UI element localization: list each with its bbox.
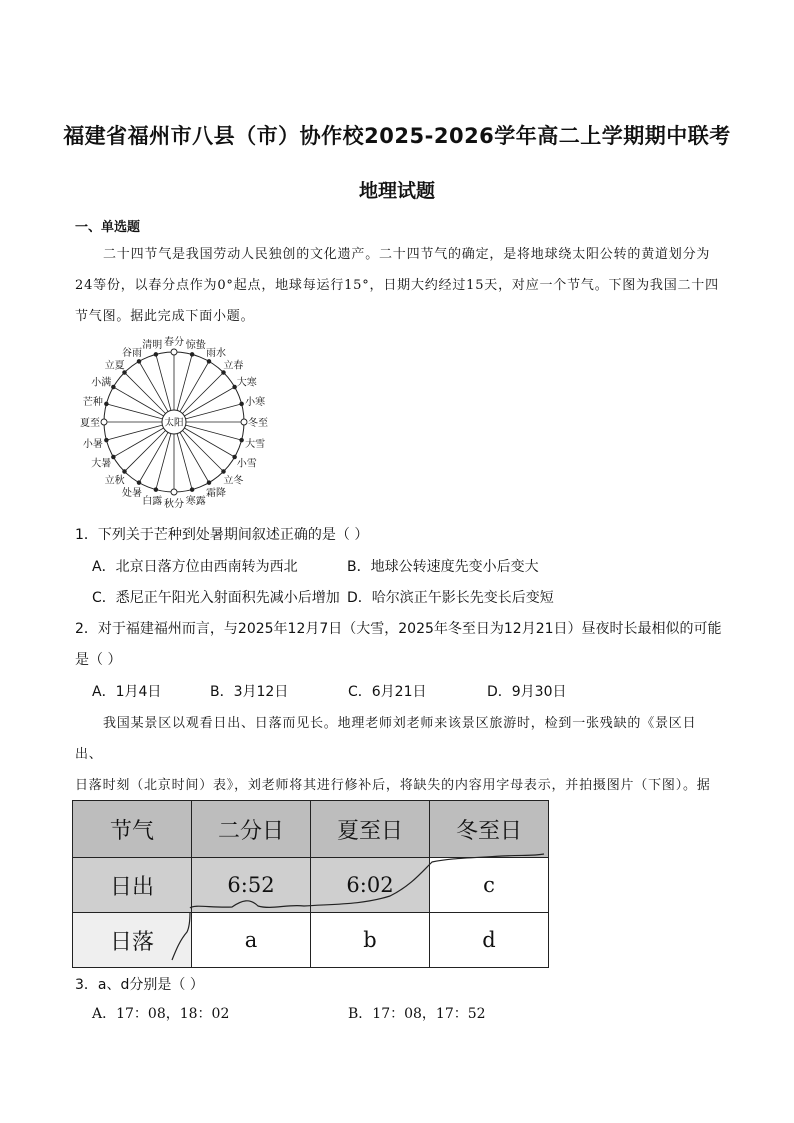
table-header-cell: 节气 xyxy=(73,801,192,858)
term-label: 处暑 xyxy=(122,488,142,500)
row-label-sunrise: 日出 xyxy=(73,858,192,913)
term-marker xyxy=(154,353,158,357)
term-marker xyxy=(207,360,211,364)
table-cell: 6:52 xyxy=(192,858,311,913)
table-row-sunrise xyxy=(73,858,549,913)
question-1-stem: 1．下列关于芒种到处暑期间叙述正确的是（ ） xyxy=(75,527,369,543)
term-label: 立春 xyxy=(223,360,244,372)
intro2-line2: 日落时刻（北京时间）表》，刘老师将其进行修补后，将缺失的内容用字母表示，并拍摄图片（下图）。据 xyxy=(75,778,711,793)
term-label: 大暑 xyxy=(91,458,112,470)
table-header-row xyxy=(73,801,549,858)
term-marker xyxy=(240,438,244,442)
question-2-option-d: D．9月30日 xyxy=(487,684,567,700)
document-subtitle: 地理试题 xyxy=(358,180,435,202)
term-marker xyxy=(240,402,244,406)
term-label: 雨水 xyxy=(206,347,226,359)
term-marker xyxy=(137,481,141,485)
term-marker xyxy=(222,470,226,474)
question-2-option-a: A．1月4日 xyxy=(92,684,162,700)
term-label: 大寒 xyxy=(236,377,257,389)
question-3-stem: 3．a、d分别是（ ） xyxy=(75,977,204,993)
term-marker xyxy=(112,455,116,459)
term-label: 寒露 xyxy=(185,496,206,508)
term-marker xyxy=(171,489,177,495)
term-label: 立冬 xyxy=(223,475,244,487)
question-1-option-b: B．地球公转速度先变小后变大 xyxy=(347,559,539,575)
term-marker xyxy=(207,481,211,485)
row-label-sunset: 日落 xyxy=(73,913,192,968)
term-spoke xyxy=(156,354,171,410)
term-spoke xyxy=(186,404,242,419)
term-label: 立夏 xyxy=(104,360,125,372)
table-cell: 6:02 xyxy=(311,858,430,913)
term-spoke xyxy=(182,373,223,414)
term-spoke xyxy=(177,434,192,490)
term-marker xyxy=(105,402,109,406)
question-1-option-c: C．悉尼正午阳光入射面积先减小后增加 xyxy=(92,590,340,606)
term-label: 白露 xyxy=(142,496,163,508)
term-label: 芒种 xyxy=(82,397,103,409)
term-label: 春分 xyxy=(164,337,184,348)
term-marker xyxy=(105,438,109,442)
term-spoke xyxy=(177,354,192,410)
table-cell: c xyxy=(430,858,549,913)
term-label: 秋分 xyxy=(164,499,184,510)
solar-terms-diagram xyxy=(70,330,290,515)
term-marker xyxy=(154,488,158,492)
term-spoke xyxy=(182,430,223,471)
table-row-sunset xyxy=(73,913,549,968)
term-marker xyxy=(137,360,141,364)
term-marker xyxy=(123,470,127,474)
term-label: 小寒 xyxy=(245,397,266,409)
question-2-stem-line1: 2．对于福建福州而言，与2025年12月7日（大雪，2025年冬至日为12月21日）昼夜时长最相似的可能 xyxy=(75,621,722,637)
term-spoke xyxy=(125,373,166,414)
sun-label: 太阳 xyxy=(164,417,184,429)
table-cell: a xyxy=(192,913,311,968)
intro1-line1: 二十四节气是我国劳动人民独创的文化遗产。二十四节气的确定，是将地球绕太阳公转的黄道划分为 xyxy=(103,247,711,262)
question-3-option-b: B．17：08，17：52 xyxy=(348,1006,486,1022)
term-marker xyxy=(112,385,116,389)
term-marker xyxy=(241,419,247,425)
intro1-line2: 24等份，以春分点作为0°起点，地球每运行15°，日期大约经过15天，对应一个节气。下图为我国二十四 xyxy=(75,278,719,293)
term-marker xyxy=(190,353,194,357)
term-spoke xyxy=(106,404,162,419)
question-3-option-a: A．17：08，18：02 xyxy=(92,1006,230,1022)
intro2-line1: 我国某景区以观看日出、日落而见长。地理老师刘老师来该景区旅游时，检到一张残缺的《景区日出、 xyxy=(75,716,697,762)
table-header-cell: 二分日 xyxy=(192,801,311,858)
term-spoke xyxy=(186,425,242,440)
question-1-option-d: D．哈尔滨正午影长先变长后变短 xyxy=(347,590,554,606)
term-label: 立秋 xyxy=(104,475,125,487)
term-spoke xyxy=(106,425,162,440)
table-header-cell: 冬至日 xyxy=(430,801,549,858)
question-2-stem-line2: 是（ ） xyxy=(75,652,122,668)
term-label: 小暑 xyxy=(82,438,103,450)
term-marker xyxy=(190,488,194,492)
term-label: 大雪 xyxy=(245,438,266,450)
table-cell: d xyxy=(430,913,549,968)
term-marker xyxy=(101,419,107,425)
table-header-cell: 夏至日 xyxy=(311,801,430,858)
term-spoke xyxy=(125,430,166,471)
term-marker xyxy=(171,349,177,355)
section-heading: 一、单选题 xyxy=(75,220,141,235)
term-label: 霜降 xyxy=(206,488,226,500)
term-label: 夏至 xyxy=(80,418,100,429)
term-label: 冬至 xyxy=(248,418,268,429)
term-label: 小雪 xyxy=(236,458,257,470)
term-label: 谷雨 xyxy=(122,347,142,359)
term-label: 惊蛰 xyxy=(185,339,206,351)
intro-paragraph-1 xyxy=(75,239,720,332)
question-2-option-c: C．6月21日 xyxy=(348,684,427,700)
question-2-option-b: B．3月12日 xyxy=(210,684,289,700)
term-label: 小满 xyxy=(91,377,112,389)
term-label: 清明 xyxy=(142,339,163,351)
question-1-option-a: A．北京日落方位由西南转为西北 xyxy=(92,559,298,575)
term-spoke xyxy=(156,434,171,490)
sunrise-sunset-table xyxy=(72,800,549,968)
document-title: 福建省福州市八县（市）协作校2025-2026学年高二上学期期中联考 xyxy=(63,124,731,148)
table-cell: b xyxy=(311,913,430,968)
intro1-line3: 节气图。据此完成下面小题。 xyxy=(75,309,255,324)
